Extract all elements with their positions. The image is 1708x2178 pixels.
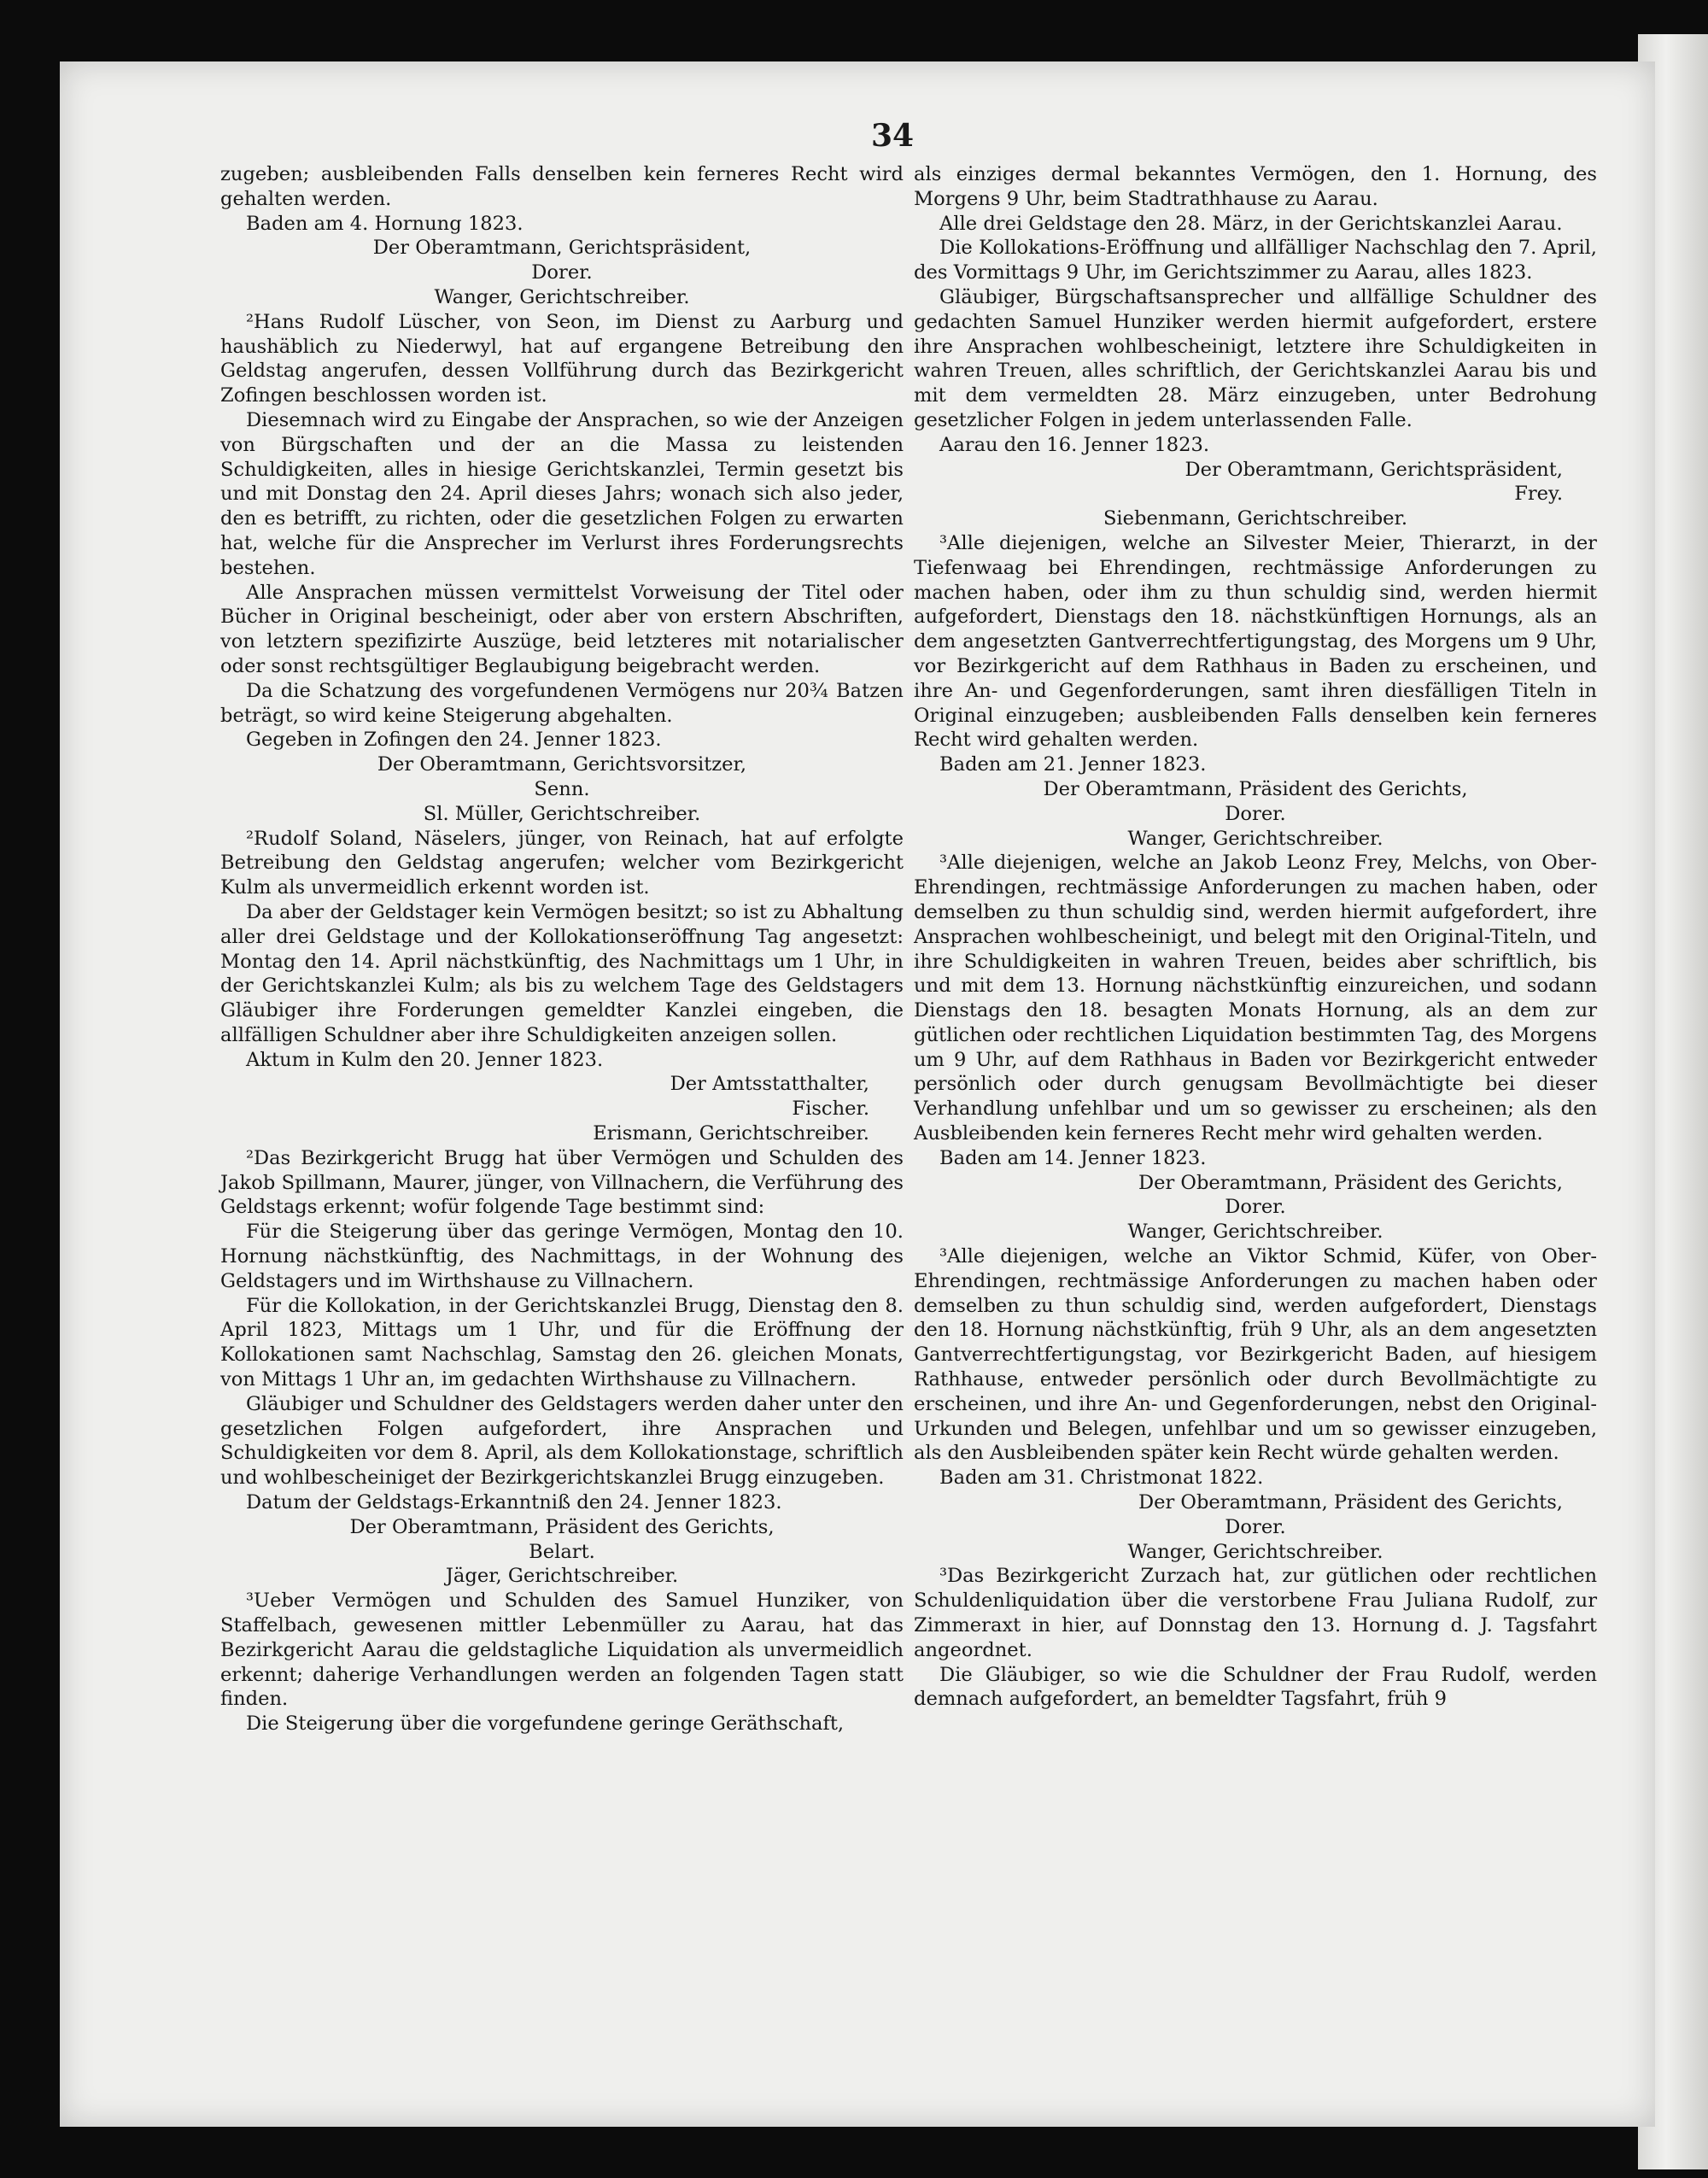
paragraph: Der Oberamtmann, Gerichtspräsident, <box>1184 458 1563 481</box>
paragraph: Für die Steigerung über das geringe Vermögen, Montag den 10. Hornung nächstkünftig, des Nachmittags, in der Wohnung des Geldstagers und im Wirthshause zu Villnachern. <box>220 1221 904 1292</box>
paragraph: Jäger, Gerichtschreiber. <box>445 1565 679 1588</box>
paragraph: als einziges dermal bekanntes Vermögen, den 1. Hornung, des Morgens 9 Uhr, beim Stadtrathhause zu Aarau. <box>914 163 1597 210</box>
paragraph: Baden am 4. Hornung 1823. <box>246 212 524 235</box>
paragraph: Für die Kollokation, in der Gerichtskanzlei Brugg, Dienstag den 8. April 1823, Mittags um 1 Uhr, und für die Eröffnung der Kollokationen samt Nachschlag, Samstag den 26. gleichen Monats, von Mittags 1 Uhr an, im gedachten Wirthshause zu Villnachern. <box>220 1294 904 1391</box>
paragraph: Dorer. <box>531 261 593 284</box>
paragraph: Baden am 14. Jenner 1823. <box>939 1146 1207 1169</box>
paragraph: Der Oberamtmann, Präsident des Gerichts, <box>1138 1491 1563 1514</box>
paragraph: ³Alle diejenigen, welche an Silvester Meier, Thierarzt, in der Tiefenwaag bei Ehrendingen, rechtmässige Anforderungen zu machen haben, oder ihm zu thun schuldig sind, werden hiermit aufgefordert, Dienstags den 18. nächstkünftigen Hornungs, als an dem angesetzten Gantverrechtfertigungstag, des Morgens um 9 Uhr, vor Bezirkgericht auf dem Rathhaus in Baden zu erscheinen, und ihre An- und Gegenforderungen, samt ihren diesfälligen Titeln in Original einzugeben; ausbleibenden Falls denselben kein ferneres Recht wird gehalten werden. <box>914 531 1597 752</box>
paragraph: Baden am 31. Christmonat 1822. <box>939 1467 1264 1490</box>
paragraph: Aarau den 16. Jenner 1823. <box>939 433 1210 456</box>
paragraph: Fischer. <box>792 1098 869 1121</box>
paragraph: Senn. <box>534 777 590 800</box>
paragraph: Baden am 21. Jenner 1823. <box>939 753 1207 776</box>
paragraph: Gläubiger und Schuldner des Geldstagers werden daher unter den gesetzlichen Folgen aufgefordert, ihre Ansprachen und Schuldigkeiten vor dem 8. April, als dem Kollokationstage, schriftlich und wohlbescheiniget der Bezirkgerichtskanzlei Brugg einzugeben. <box>220 1392 904 1490</box>
paragraph: Sl. Müller, Gerichtschreiber. <box>423 802 701 825</box>
paragraph: ³Alle diejenigen, welche an Viktor Schmid, Küfer, von Ober-Ehrendingen, rechtmässige Anforderungen zu machen haben oder demselben zu thun schuldig sind, werden aufgefordert, Dienstags den 18. Hornung nächstkünftig, früh 9 Uhr, als an dem angesetzten Gantverrechtfertigungstag, vor Bezirkgericht Baden, auf hiesigem Rathhause, entweder persönlich oder durch Bevollmächtigte zu erscheinen, und ihre An- und Gegenforderungen, nebst den Original-Urkunden und Belegen, unfehlbar und um so gewisser einzugeben, als den Ausbleibenden später kein Recht würde gehalten werden. <box>914 1245 1597 1465</box>
paragraph: Wanger, Gerichtschreiber. <box>434 285 690 308</box>
paragraph: ³Das Bezirkgericht Zurzach hat, zur gütlichen oder rechtlichen Schuldenliquidation über die verstorbene Frau Juliana Rudolf, zur Zimmeraxt in hier, auf Donnstag den 13. Hornung d. J. Tagsfahrt angeordnet. <box>914 1565 1597 1661</box>
paragraph: Dorer. <box>1225 802 1286 825</box>
paragraph: Belart. <box>529 1540 595 1563</box>
paragraph: ²Rudolf Soland, Näselers, jünger, von Reinach, hat auf erfolgte Betreibung den Geldstag angerufen; welcher vom Bezirkgericht Kulm als unvermeidlich erkennt worden ist. <box>220 827 904 899</box>
paragraph: zugeben; ausbleibenden Falls denselben kein ferneres Recht wird gehalten werden. <box>220 163 904 210</box>
paragraph: Dorer. <box>1225 1515 1286 1538</box>
paragraph: Die Steigerung über die vorgefundene geringe Geräthschaft, <box>246 1713 845 1736</box>
left-column <box>220 162 904 1736</box>
paragraph: Alle drei Geldstage den 28. März, in der Gerichtskanzlei Aarau. <box>939 212 1563 235</box>
paragraph: Der Oberamtmann, Gerichtspräsident, <box>372 237 752 260</box>
paragraph: Siebenmann, Gerichtschreiber. <box>1103 507 1408 530</box>
paragraph: Wanger, Gerichtschreiber. <box>1127 1221 1383 1244</box>
paragraph: Der Oberamtmann, Präsident des Gerichts, <box>1043 777 1468 800</box>
paragraph: Gegeben in Zofingen den 24. Jenner 1823. <box>246 729 662 752</box>
paragraph: Der Oberamtmann, Präsident des Gerichts, <box>1138 1171 1563 1194</box>
paragraph: Alle Ansprachen müssen vermittelst Vorweisung der Titel oder Bücher in Original bescheinigt, oder aber von erstern Abschriften, von letztern spezifizirte Auszüge, beid letzteres mit notarialischer oder sonst rechtsgültiger Beglaubigung beigebracht werden. <box>220 581 904 677</box>
paragraph: Der Oberamtmann, Präsident des Gerichts, <box>349 1515 775 1538</box>
right-column <box>914 162 1597 1712</box>
paragraph: Da aber der Geldstager kein Vermögen besitzt; so ist zu Abhaltung aller drei Geldstage und der Kollokationseröffnung Tag angesetzt: Montag den 14. April nächstkünftig, des Nachmittags um 1 Uhr, in der Gerichtskanzlei Kulm; als bis zu welchem Tage des Geldstagers Gläubiger ihre Forderungen gemeldter Kanzlei eingeben, die allfälligen Schuldner aber ihre Schuldigkeiten anzeigen sollen. <box>220 900 904 1046</box>
paragraph: Diesemnach wird zu Eingabe der Ansprachen, so wie der Anzeigen von Bürgschaften und der an die Massa zu leistenden Schuldigkeiten, alles in hiesige Gerichtskanzlei, Termin gesetzt bis und mit Donstag den 24. April dieses Jahrs; wonach sich also jeder, den es betrifft, zu richten, oder die gesetzlichen Folgen zu erwarten hat, welche für die Ansprecher im Verlurst ihres Forderungsrechts bestehen. <box>220 408 904 579</box>
paragraph: ³Alle diejenigen, welche an Jakob Leonz Frey, Melchs, von Ober-Ehrendingen, rechtmässige Anforderungen zu machen haben, oder demselben zu thun schuldig sind, werden hiermit aufgefordert, ihre Ansprachen wohlbescheinigt, und belegt mit den Original-Titeln, und ihre Schuldigkeiten in wahren Treuen, beides aber schriftlich, bis und mit dem 13. Hornung nächstkünftig einzureichen, und sodann Dienstags den 18. besagten Monats Hornung, als an dem zur gütlichen oder rechtlichen Liquidation bestimmten Tag, des Morgens um 9 Uhr, auf dem Rathhaus in Baden vor Bezirkgericht entweder persönlich oder durch genugsam Bevollmächtigte bei dieser Verhandlung unfehlbar und um so gewisser zu erscheinen; als den Ausbleibenden kein ferneres Recht mehr wird gehalten werden. <box>914 852 1597 1145</box>
paragraph: Der Amtsstatthalter, <box>670 1073 869 1096</box>
paragraph: Aktum in Kulm den 20. Jenner 1823. <box>246 1048 604 1071</box>
paragraph: Frey. <box>1514 483 1563 506</box>
paragraph: ²Das Bezirkgericht Brugg hat über Vermögen und Schulden des Jakob Spillmann, Maurer, jünger, von Villnachern, die Verführung des Geldstags erkennt; wofür folgende Tage bestimmt sind: <box>220 1146 904 1219</box>
paragraph: Dorer. <box>1225 1196 1286 1219</box>
paragraph: Wanger, Gerichtschreiber. <box>1127 827 1383 850</box>
paragraph: Der Oberamtmann, Gerichtsvorsitzer, <box>377 753 747 776</box>
paragraph: ³Ueber Vermögen und Schulden des Samuel Hunziker, von Staffelbach, gewesenen mittler Lebenmüller zu Aarau, hat das Bezirkgericht Aarau die geldstagliche Liquidation als unvermeidlich erkennt; daherige Verhandlungen werden an folgenden Tagen statt finden. <box>220 1590 904 1711</box>
paragraph: Die Kollokations-Eröffnung und allfälliger Nachschlag den 7. April, des Vormittags 9 Uhr, im Gerichtszimmer zu Aarau, alles 1823. <box>914 237 1597 284</box>
paragraph: Da die Schatzung des vorgefundenen Vermögens nur 20¾ Batzen beträgt, so wird keine Steigerung abgehalten. <box>220 679 904 727</box>
paragraph: ²Hans Rudolf Lüscher, von Seon, im Dienst zu Aarburg und haushäblich zu Niederwyl, hat auf ergangene Betreibung den Geldstag angerufen, dessen Vollführung durch das Bezirkgericht Zofingen beschlossen worden ist. <box>220 310 904 407</box>
paragraph: Gläubiger, Bürgschaftsansprecher und allfällige Schuldner des gedachten Samuel Hunziker werden hiermit aufgefordert, erstere ihre Ansprachen wohlbescheinigt, letztere ihre Schuldigkeiten in wahren Treuen, alles schriftlich, der Gerichtskanzlei Aarau bis und mit dem vermeldten 28. März einzugeben, unter Bedrohung gesetzlicher Folgen in jedem unterlassenden Falle. <box>914 285 1597 431</box>
paragraph: Erismann, Gerichtschreiber. <box>593 1122 869 1145</box>
paragraph: Die Gläubiger, so wie die Schuldner der Frau Rudolf, werden demnach aufgefordert, an bemeldter Tagsfahrt, früh 9 <box>914 1663 1597 1711</box>
paragraph: Wanger, Gerichtschreiber. <box>1127 1540 1383 1563</box>
page-number: 34 <box>871 118 915 154</box>
paragraph: Datum der Geldstags-Erkanntniß den 24. Jenner 1823. <box>246 1491 782 1514</box>
